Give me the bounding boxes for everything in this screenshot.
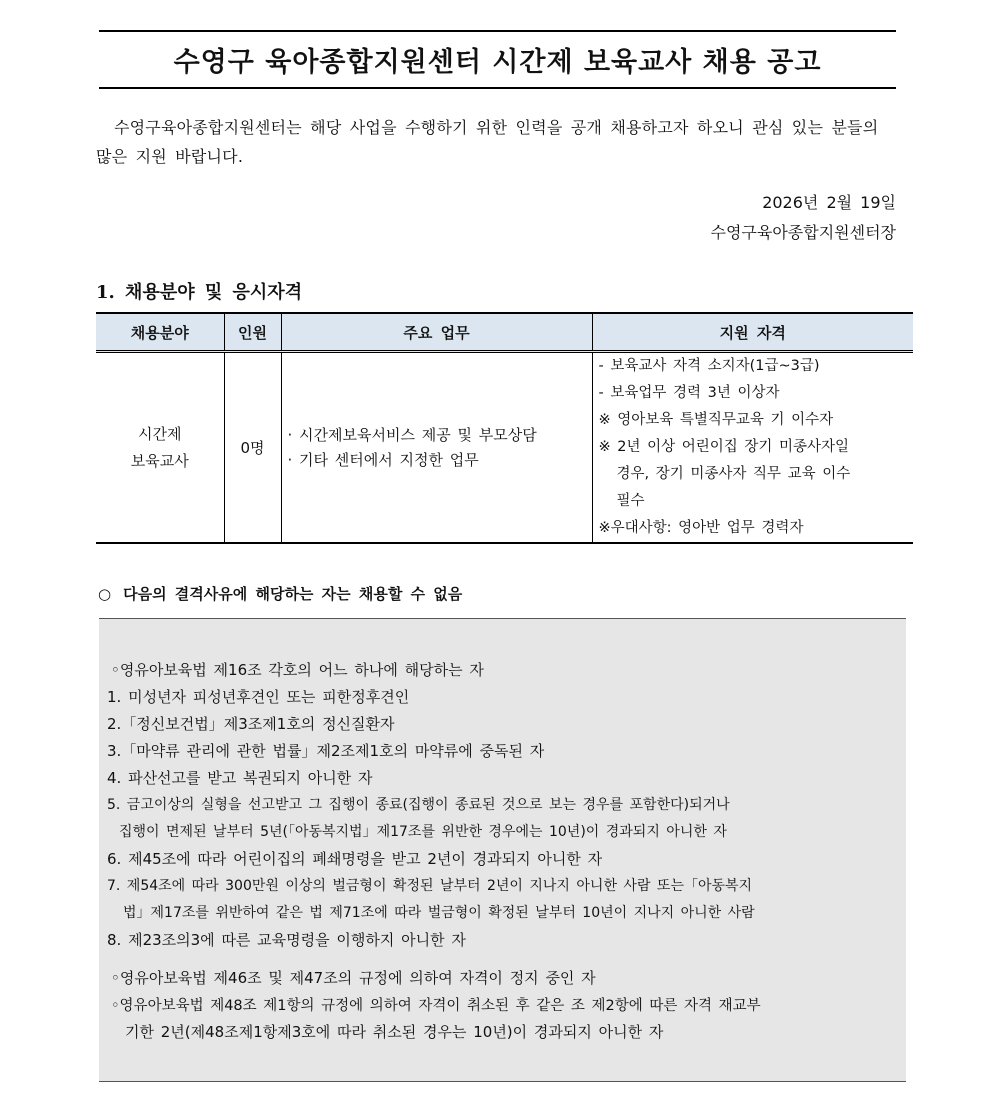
disqualification-box xyxy=(99,618,906,1082)
announcement-date: 2026년 2월 19일 xyxy=(762,193,896,212)
field-line: 시간제 xyxy=(138,424,182,443)
qualification-item: - 보육업무 경력 3년 이상자 xyxy=(598,385,780,401)
duty-item: · 기타 센터에서 지정한 업무 xyxy=(287,450,479,469)
qualification-item: ※ 영아보육 특별직무교육 기 이수자 xyxy=(598,412,834,428)
qualification-item: - 보육교사 자격 소지자(1급~3급) xyxy=(598,358,820,374)
list-item: 6. 제45조에 따라 어린이집의 폐쇄명령을 받고 2년이 경과되지 아니한 자 xyxy=(107,850,603,868)
intro-paragraph: 수영구육아종합지원센터는 해당 사업을 수행하기 위한 인력을 공개 채용하고자 하오니 관심 있는 분들의 많은 지원 바랍니다. xyxy=(96,118,879,166)
qualification-item: ※우대사항: 영아반 업무 경력자 xyxy=(598,520,804,536)
qualification-item: 필수 xyxy=(616,493,645,509)
list-item: 기한 2년(제48조제1항제3호에 따라 취소된 경우는 10년)이 경과되지 아니한 자 xyxy=(125,1023,664,1041)
circle-bullet-icon: ○ xyxy=(98,585,112,603)
cell-count: 0명 xyxy=(224,352,281,544)
qualification-item: 경우, 장기 미종사자 직무 교육 이수 xyxy=(616,466,851,482)
header-field: 채용분야 xyxy=(96,313,224,352)
list-item: 7. 제54조에 따라 300만원 이상의 벌금형이 확정된 날부터 2년이 지나지 아니한 사람 또는「아동복지 xyxy=(107,878,753,894)
header-qualifications: 지원 자격 xyxy=(592,313,913,352)
list-item: ◦영유아보육법 제48조 제1항의 규정에 의하여 자격이 취소된 후 같은 조 제2항에 따른 자격 재교부 xyxy=(111,998,761,1014)
list-item: 4. 파산선고를 받고 복권되지 아니한 자 xyxy=(107,769,373,787)
cell-field xyxy=(96,352,224,544)
list-item: 법」제17조를 위반하여 같은 법 제71조에 따라 벌금형이 확정된 날부터 10년이 지나지 아니한 사람 xyxy=(123,905,755,921)
recruitment-table xyxy=(96,312,913,544)
list-item: ◦영유아보육법 제16조 각호의 어느 하나에 해당하는 자 xyxy=(111,661,484,679)
table-header-row xyxy=(96,313,913,352)
list-item: 5. 금고이상의 실형을 선고받고 그 집행이 종료(집행이 종료된 것으로 보는 경우를 포함한다)되거나 xyxy=(107,797,730,813)
cell-qualifications xyxy=(592,352,913,544)
table-row xyxy=(96,352,913,544)
page-title: 수영구 육아종합지원센터 시간제 보육교사 채용 공고 xyxy=(99,30,896,89)
duty-item: · 시간제보육서비스 제공 및 부모상담 xyxy=(287,425,537,444)
signer-name: 수영구육아종합지원센터장 xyxy=(710,223,896,242)
list-item: ◦영유아보육법 제46조 및 제47조의 규정에 의하여 자격이 정지 중인 자 xyxy=(111,969,596,987)
cell-duties xyxy=(281,352,592,544)
list-item: 3.「마약류 관리에 관한 법률」제2조제1호의 마약류에 중독된 자 xyxy=(107,742,545,760)
list-item: 8. 제23조의3에 따른 교육명령을 이행하지 아니한 자 xyxy=(107,931,466,949)
list-item: 1. 미성년자 피성년후견인 또는 피한정후견인 xyxy=(107,688,410,706)
disqualification-heading xyxy=(98,583,462,604)
disqualification-heading-text: 다음의 결격사유에 해당하는 자는 채용할 수 없음 xyxy=(123,585,463,603)
header-duties: 주요 업무 xyxy=(281,313,592,352)
list-item: 2.「정신보건법」제3조제1호의 정신질환자 xyxy=(107,715,395,733)
header-count: 인원 xyxy=(224,313,281,352)
qualification-item: ※ 2년 이상 어린이집 장기 미종사자일 xyxy=(598,439,850,455)
list-item: 집행이 면제된 날부터 5년(「아동복지법」제17조를 위반한 경우에는 10년)이 경과되지 아니한 자 xyxy=(119,824,727,840)
section-title-recruitment: 1. 채용분야 및 응시자격 xyxy=(96,282,303,303)
field-line: 보육교사 xyxy=(130,451,189,470)
